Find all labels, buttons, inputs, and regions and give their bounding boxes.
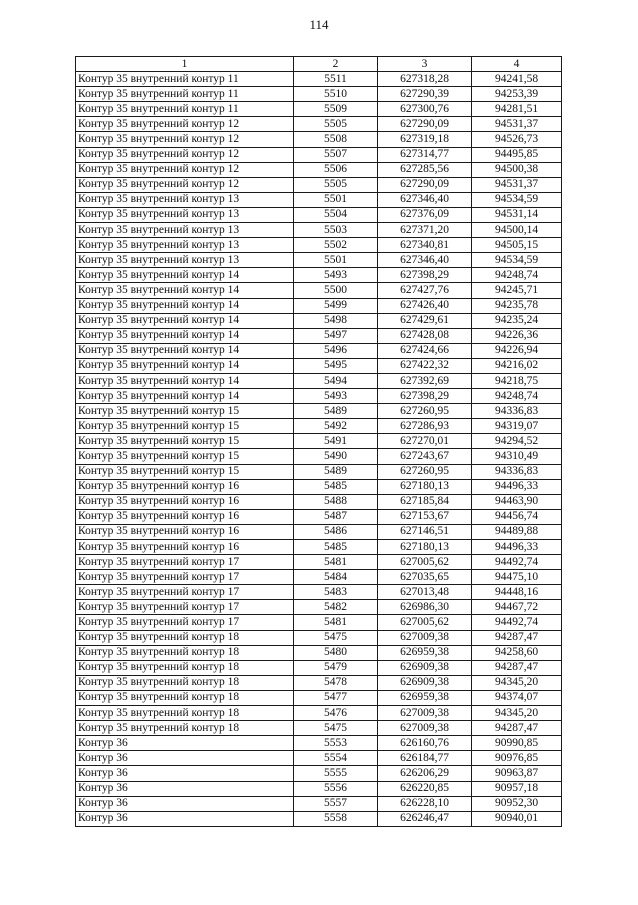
contour-name-cell: Контур 35 внутренний контур 14 (76, 313, 294, 328)
x-coordinate-cell: 627392,69 (378, 373, 472, 388)
point-number-cell: 5493 (294, 268, 378, 283)
table-row (76, 630, 562, 645)
y-coordinate-cell: 94281,51 (472, 102, 562, 117)
table-row (76, 811, 562, 826)
y-coordinate-cell: 94226,94 (472, 343, 562, 358)
y-coordinate-cell: 94374,07 (472, 690, 562, 705)
table-row (76, 389, 562, 404)
table-row (76, 253, 562, 268)
y-coordinate-cell: 94319,07 (472, 419, 562, 434)
point-number-cell: 5481 (294, 555, 378, 570)
table-row (76, 796, 562, 811)
x-coordinate-cell: 627371,20 (378, 223, 472, 238)
x-coordinate-cell: 627005,62 (378, 615, 472, 630)
table-row (76, 479, 562, 494)
point-number-cell: 5500 (294, 283, 378, 298)
contour-name-cell: Контур 35 внутренний контур 18 (76, 706, 294, 721)
point-number-cell: 5485 (294, 540, 378, 555)
y-coordinate-cell: 94456,74 (472, 509, 562, 524)
x-coordinate-cell: 627319,18 (378, 132, 472, 147)
y-coordinate-cell: 94500,38 (472, 162, 562, 177)
point-number-cell: 5504 (294, 207, 378, 222)
point-number-cell: 5558 (294, 811, 378, 826)
table-row (76, 509, 562, 524)
x-coordinate-cell: 627290,09 (378, 177, 472, 192)
y-coordinate-cell: 94241,58 (472, 72, 562, 87)
point-number-cell: 5488 (294, 494, 378, 509)
y-coordinate-cell: 90963,87 (472, 766, 562, 781)
y-coordinate-cell: 94531,37 (472, 117, 562, 132)
contour-name-cell: Контур 35 внутренний контур 15 (76, 464, 294, 479)
y-coordinate-cell: 94287,47 (472, 721, 562, 736)
y-coordinate-cell: 94475,10 (472, 570, 562, 585)
contour-name-cell: Контур 35 внутренний контур 15 (76, 404, 294, 419)
x-coordinate-cell: 627318,28 (378, 72, 472, 87)
y-coordinate-cell: 94496,33 (472, 540, 562, 555)
point-number-cell: 5505 (294, 177, 378, 192)
x-coordinate-cell: 627005,62 (378, 555, 472, 570)
x-coordinate-cell: 626246,47 (378, 811, 472, 826)
y-coordinate-cell: 94534,59 (472, 192, 562, 207)
y-coordinate-cell: 94336,83 (472, 464, 562, 479)
x-coordinate-cell: 626220,85 (378, 781, 472, 796)
x-coordinate-cell: 627009,38 (378, 630, 472, 645)
y-coordinate-cell: 94463,90 (472, 494, 562, 509)
contour-name-cell: Контур 35 внутренний контур 18 (76, 675, 294, 690)
table-row (76, 313, 562, 328)
contour-name-cell: Контур 35 внутренний контур 12 (76, 147, 294, 162)
point-number-cell: 5476 (294, 706, 378, 721)
y-coordinate-cell: 94345,20 (472, 706, 562, 721)
table-row (76, 434, 562, 449)
point-number-cell: 5494 (294, 373, 378, 388)
contour-name-cell: Контур 35 внутренний контур 11 (76, 72, 294, 87)
x-coordinate-cell: 626909,38 (378, 660, 472, 675)
y-coordinate-cell: 94534,59 (472, 253, 562, 268)
contour-name-cell: Контур 36 (76, 736, 294, 751)
point-number-cell: 5507 (294, 147, 378, 162)
point-number-cell: 5487 (294, 509, 378, 524)
table-row (76, 192, 562, 207)
contour-name-cell: Контур 35 внутренний контур 17 (76, 585, 294, 600)
table-row (76, 615, 562, 630)
table-row (76, 449, 562, 464)
contour-name-cell: Контур 35 внутренний контур 16 (76, 509, 294, 524)
contour-name-cell: Контур 35 внутренний контур 12 (76, 117, 294, 132)
point-number-cell: 5510 (294, 87, 378, 102)
table-row (76, 298, 562, 313)
point-number-cell: 5477 (294, 690, 378, 705)
contour-name-cell: Контур 35 внутренний контур 14 (76, 268, 294, 283)
point-number-cell: 5501 (294, 253, 378, 268)
x-coordinate-cell: 627146,51 (378, 524, 472, 539)
table-row (76, 358, 562, 373)
x-coordinate-cell: 627376,09 (378, 207, 472, 222)
y-coordinate-cell: 94505,15 (472, 238, 562, 253)
contour-name-cell: Контур 35 внутренний контур 16 (76, 524, 294, 539)
contour-name-cell: Контур 35 внутренний контур 18 (76, 645, 294, 660)
y-coordinate-cell: 94336,83 (472, 404, 562, 419)
point-number-cell: 5492 (294, 419, 378, 434)
point-number-cell: 5554 (294, 751, 378, 766)
table-row (76, 147, 562, 162)
x-coordinate-cell: 627185,84 (378, 494, 472, 509)
table-row (76, 585, 562, 600)
y-coordinate-cell: 94489,88 (472, 524, 562, 539)
y-coordinate-cell: 94218,75 (472, 373, 562, 388)
contour-name-cell: Контур 35 внутренний контур 11 (76, 102, 294, 117)
contour-name-cell: Контур 35 внутренний контур 12 (76, 162, 294, 177)
contour-name-cell: Контур 35 внутренний контур 14 (76, 389, 294, 404)
point-number-cell: 5553 (294, 736, 378, 751)
x-coordinate-cell: 627035,65 (378, 570, 472, 585)
contour-name-cell: Контур 35 внутренний контур 13 (76, 192, 294, 207)
point-number-cell: 5491 (294, 434, 378, 449)
column-header-2: 2 (294, 57, 378, 72)
y-coordinate-cell: 90952,30 (472, 796, 562, 811)
x-coordinate-cell: 627429,61 (378, 313, 472, 328)
x-coordinate-cell: 626909,38 (378, 675, 472, 690)
point-number-cell: 5489 (294, 404, 378, 419)
x-coordinate-cell: 627314,77 (378, 147, 472, 162)
y-coordinate-cell: 94287,47 (472, 660, 562, 675)
point-number-cell: 5502 (294, 238, 378, 253)
table-row (76, 675, 562, 690)
contour-name-cell: Контур 35 внутренний контур 18 (76, 630, 294, 645)
contour-name-cell: Контур 35 внутренний контур 11 (76, 87, 294, 102)
point-number-cell: 5478 (294, 675, 378, 690)
point-number-cell: 5557 (294, 796, 378, 811)
contour-name-cell: Контур 35 внутренний контур 17 (76, 600, 294, 615)
contour-name-cell: Контур 35 внутренний контур 15 (76, 419, 294, 434)
point-number-cell: 5501 (294, 192, 378, 207)
y-coordinate-cell: 94258,60 (472, 645, 562, 660)
point-number-cell: 5486 (294, 524, 378, 539)
y-coordinate-cell: 94448,16 (472, 585, 562, 600)
contour-name-cell: Контур 35 внутренний контур 17 (76, 570, 294, 585)
column-header-4: 4 (472, 57, 562, 72)
table-row (76, 600, 562, 615)
table-row (76, 721, 562, 736)
table-row (76, 706, 562, 721)
table-row (76, 343, 562, 358)
point-number-cell: 5484 (294, 570, 378, 585)
contour-name-cell: Контур 35 внутренний контур 13 (76, 253, 294, 268)
coordinates-table (75, 56, 562, 827)
y-coordinate-cell: 94235,78 (472, 298, 562, 313)
y-coordinate-cell: 94294,52 (472, 434, 562, 449)
y-coordinate-cell: 94287,47 (472, 630, 562, 645)
contour-name-cell: Контур 35 внутренний контур 17 (76, 555, 294, 570)
x-coordinate-cell: 627285,56 (378, 162, 472, 177)
table-row (76, 328, 562, 343)
x-coordinate-cell: 627290,09 (378, 117, 472, 132)
table-row (76, 570, 562, 585)
x-coordinate-cell: 627180,13 (378, 479, 472, 494)
table-row (76, 766, 562, 781)
contour-name-cell: Контур 35 внутренний контур 13 (76, 207, 294, 222)
y-coordinate-cell: 94253,39 (472, 87, 562, 102)
x-coordinate-cell: 626228,10 (378, 796, 472, 811)
x-coordinate-cell: 627346,40 (378, 253, 472, 268)
x-coordinate-cell: 627009,38 (378, 706, 472, 721)
x-coordinate-cell: 627426,40 (378, 298, 472, 313)
x-coordinate-cell: 626959,38 (378, 690, 472, 705)
point-number-cell: 5475 (294, 721, 378, 736)
point-number-cell: 5480 (294, 645, 378, 660)
point-number-cell: 5555 (294, 766, 378, 781)
x-coordinate-cell: 627243,67 (378, 449, 472, 464)
y-coordinate-cell: 94467,72 (472, 600, 562, 615)
x-coordinate-cell: 626160,76 (378, 736, 472, 751)
point-number-cell: 5475 (294, 630, 378, 645)
table-row (76, 660, 562, 675)
table-row (76, 117, 562, 132)
contour-name-cell: Контур 36 (76, 766, 294, 781)
x-coordinate-cell: 627286,93 (378, 419, 472, 434)
contour-name-cell: Контур 35 внутренний контур 16 (76, 494, 294, 509)
table-row (76, 494, 562, 509)
x-coordinate-cell: 627270,01 (378, 434, 472, 449)
x-coordinate-cell: 627180,13 (378, 540, 472, 555)
y-coordinate-cell: 90957,18 (472, 781, 562, 796)
x-coordinate-cell: 627153,67 (378, 509, 472, 524)
contour-name-cell: Контур 35 внутренний контур 14 (76, 373, 294, 388)
point-number-cell: 5503 (294, 223, 378, 238)
table-row (76, 524, 562, 539)
contour-name-cell: Контур 35 внутренний контур 15 (76, 449, 294, 464)
x-coordinate-cell: 627398,29 (378, 268, 472, 283)
page-number: 114 (309, 17, 329, 32)
contour-name-cell: Контур 35 внутренний контур 15 (76, 434, 294, 449)
x-coordinate-cell: 627300,76 (378, 102, 472, 117)
contour-name-cell: Контур 36 (76, 811, 294, 826)
point-number-cell: 5481 (294, 615, 378, 630)
table-row (76, 540, 562, 555)
table-row (76, 283, 562, 298)
x-coordinate-cell: 627428,08 (378, 328, 472, 343)
y-coordinate-cell: 94495,85 (472, 147, 562, 162)
contour-name-cell: Контур 35 внутренний контур 18 (76, 721, 294, 736)
y-coordinate-cell: 94248,74 (472, 389, 562, 404)
x-coordinate-cell: 627260,95 (378, 464, 472, 479)
table-row (76, 555, 562, 570)
x-coordinate-cell: 627427,76 (378, 283, 472, 298)
table-row (76, 690, 562, 705)
point-number-cell: 5508 (294, 132, 378, 147)
contour-name-cell: Контур 35 внутренний контур 16 (76, 540, 294, 555)
table-row (76, 419, 562, 434)
x-coordinate-cell: 627013,48 (378, 585, 472, 600)
table-row (76, 177, 562, 192)
table-row (76, 238, 562, 253)
y-coordinate-cell: 90990,85 (472, 736, 562, 751)
x-coordinate-cell: 626184,77 (378, 751, 472, 766)
contour-name-cell: Контур 35 внутренний контур 18 (76, 690, 294, 705)
contour-name-cell: Контур 35 внутренний контур 13 (76, 223, 294, 238)
x-coordinate-cell: 627424,66 (378, 343, 472, 358)
table-row (76, 736, 562, 751)
x-coordinate-cell: 627009,38 (378, 721, 472, 736)
y-coordinate-cell: 94226,36 (472, 328, 562, 343)
point-number-cell: 5485 (294, 479, 378, 494)
table-row (76, 373, 562, 388)
contour-name-cell: Контур 35 внутренний контур 17 (76, 615, 294, 630)
table-row (76, 87, 562, 102)
y-coordinate-cell: 94345,20 (472, 675, 562, 690)
table-row (76, 72, 562, 87)
y-coordinate-cell: 94310,49 (472, 449, 562, 464)
contour-name-cell: Контур 35 внутренний контур 16 (76, 479, 294, 494)
table-row (76, 404, 562, 419)
point-number-cell: 5493 (294, 389, 378, 404)
table-row (76, 781, 562, 796)
point-number-cell: 5483 (294, 585, 378, 600)
table-row (76, 207, 562, 222)
y-coordinate-cell: 94492,74 (472, 555, 562, 570)
point-number-cell: 5482 (294, 600, 378, 615)
contour-name-cell: Контур 35 внутренний контур 12 (76, 177, 294, 192)
contour-name-cell: Контур 35 внутренний контур 14 (76, 343, 294, 358)
point-number-cell: 5505 (294, 117, 378, 132)
point-number-cell: 5496 (294, 343, 378, 358)
x-coordinate-cell: 626986,30 (378, 600, 472, 615)
point-number-cell: 5498 (294, 313, 378, 328)
point-number-cell: 5490 (294, 449, 378, 464)
contour-name-cell: Контур 35 внутренний контур 13 (76, 238, 294, 253)
contour-name-cell: Контур 35 внутренний контур 18 (76, 660, 294, 675)
column-header-3: 3 (378, 57, 472, 72)
point-number-cell: 5489 (294, 464, 378, 479)
table-row (76, 223, 562, 238)
y-coordinate-cell: 94531,37 (472, 177, 562, 192)
point-number-cell: 5509 (294, 102, 378, 117)
y-coordinate-cell: 94500,14 (472, 223, 562, 238)
x-coordinate-cell: 627398,29 (378, 389, 472, 404)
x-coordinate-cell: 627422,32 (378, 358, 472, 373)
y-coordinate-cell: 94216,02 (472, 358, 562, 373)
contour-name-cell: Контур 35 внутренний контур 14 (76, 283, 294, 298)
table-row (76, 751, 562, 766)
y-coordinate-cell: 94245,71 (472, 283, 562, 298)
contour-name-cell: Контур 35 внутренний контур 14 (76, 328, 294, 343)
point-number-cell: 5497 (294, 328, 378, 343)
y-coordinate-cell: 94531,14 (472, 207, 562, 222)
x-coordinate-cell: 627260,95 (378, 404, 472, 419)
table-body (76, 72, 562, 827)
table-row (76, 132, 562, 147)
point-number-cell: 5511 (294, 72, 378, 87)
table-row (76, 645, 562, 660)
x-coordinate-cell: 626959,38 (378, 645, 472, 660)
point-number-cell: 5479 (294, 660, 378, 675)
x-coordinate-cell: 626206,29 (378, 766, 472, 781)
y-coordinate-cell: 90976,85 (472, 751, 562, 766)
contour-name-cell: Контур 36 (76, 751, 294, 766)
contour-name-cell: Контур 36 (76, 781, 294, 796)
y-coordinate-cell: 94496,33 (472, 479, 562, 494)
contour-name-cell: Контур 35 внутренний контур 14 (76, 358, 294, 373)
column-header-1: 1 (76, 57, 294, 72)
y-coordinate-cell: 94235,24 (472, 313, 562, 328)
x-coordinate-cell: 627290,39 (378, 87, 472, 102)
table-row (76, 102, 562, 117)
point-number-cell: 5506 (294, 162, 378, 177)
table-row (76, 162, 562, 177)
y-coordinate-cell: 94248,74 (472, 268, 562, 283)
table-row (76, 464, 562, 479)
header-row (76, 57, 562, 72)
y-coordinate-cell: 94492,74 (472, 615, 562, 630)
x-coordinate-cell: 627346,40 (378, 192, 472, 207)
point-number-cell: 5495 (294, 358, 378, 373)
contour-name-cell: Контур 36 (76, 796, 294, 811)
table-row (76, 268, 562, 283)
x-coordinate-cell: 627340,81 (378, 238, 472, 253)
point-number-cell: 5499 (294, 298, 378, 313)
contour-name-cell: Контур 35 внутренний контур 14 (76, 298, 294, 313)
contour-name-cell: Контур 35 внутренний контур 12 (76, 132, 294, 147)
y-coordinate-cell: 90940,01 (472, 811, 562, 826)
point-number-cell: 5556 (294, 781, 378, 796)
y-coordinate-cell: 94526,73 (472, 132, 562, 147)
